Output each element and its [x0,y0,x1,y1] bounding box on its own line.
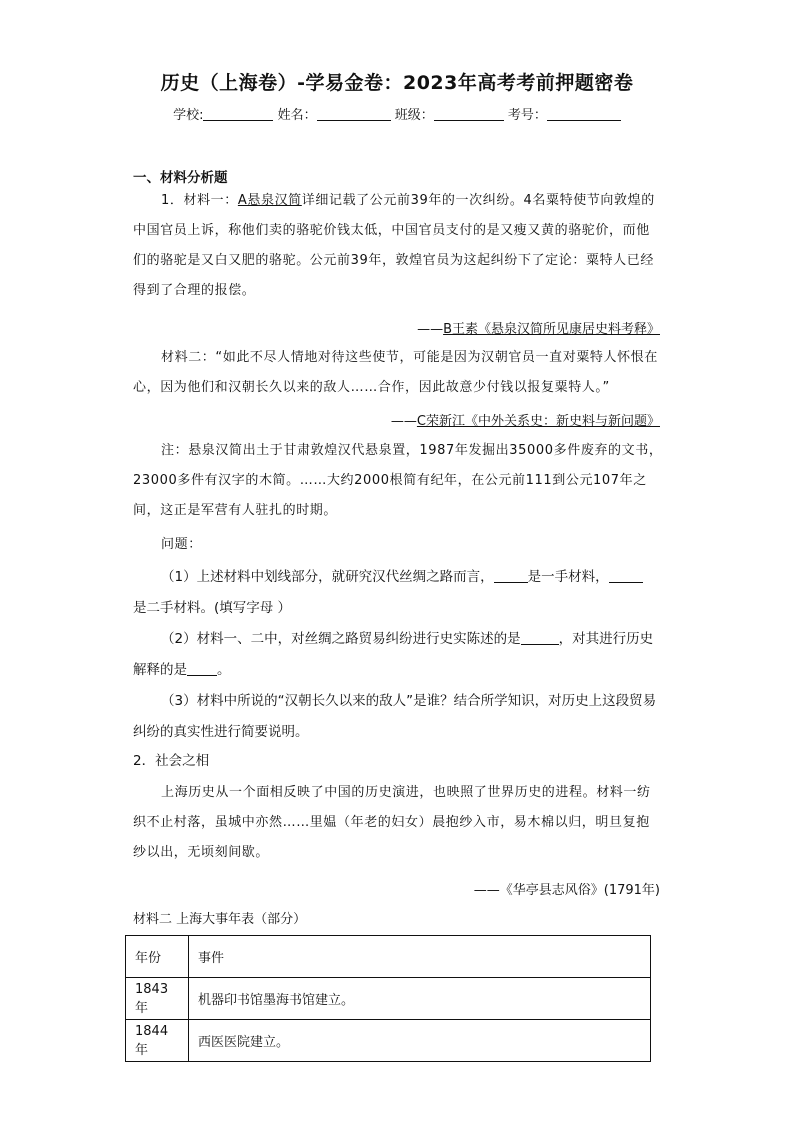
q1-m2-source-title: C荣新江《中外关系史：新史料与新问题》 [416,414,660,429]
q1-m1-text: 详细记载了公元前39年的一次纠纷。4名粟特使节向敦煌的中国官员上诉，称他们卖的骆驼价钱太低，中国官员支付的是又瘦又黄的骆驼价，而他们的骆驼是又白又肥的骆驼。公元前39年，敦煌官员为这起纠纷下了定论：粟特人已经得到了合理的报偿。 [133,193,655,298]
section-heading: 一、材料分析题 [133,170,228,186]
table-cell-event: 机器印书馆墨海书馆建立。 [189,978,651,1020]
exam-no-blank[interactable] [547,108,621,121]
table-cell-year: 1843年 [126,978,189,1020]
class-blank[interactable] [434,108,504,121]
table-cell-event: 西医医院建立。 [189,1020,651,1062]
page-title: 历史（上海卷）-学易金卷：2023年高考考前押题密卷 [160,72,634,94]
q1-sub2-blank-1[interactable] [521,630,559,645]
q1-sub1-blank-2[interactable] [609,568,643,583]
q1-m2-source: ——C荣新江《中外关系史：新史料与新问题》 [390,414,660,429]
q2-heading: 2．社会之相 [133,753,210,769]
q1-sub1-blank-1[interactable] [494,568,528,583]
table-header-row [126,936,651,978]
school-blank[interactable] [203,108,273,121]
q1-material-1 [133,186,663,306]
q1-m1-source: ——B王素《悬泉汉简所见康居史料考释》 [417,322,660,337]
q1-questions-label: 问题： [161,537,202,552]
exam-no-label: 考号： [507,108,547,123]
table-header-year: 年份 [126,936,189,978]
class-label: 班级： [394,108,434,123]
table-cell-year: 1844年 [126,1020,189,1062]
q1-note: 注：悬泉汉简出土于甘肃敦煌汉代悬泉置，1987年发掘出35000多件废弃的文书，23000多件有汉字的木简。……大约2000根简有纪年，在公元前111到公元107年之间，这正是军营有人驻扎的时期。 [133,443,663,518]
q1-sub2-blank-2[interactable] [187,661,217,676]
student-info-line [0,104,794,123]
q2-m1-source: ——《华亭县志风俗》(1791年) [473,883,660,898]
q1-m1-source-title: B王素《悬泉汉简所见康居史料考释》 [443,322,660,337]
table-header-event: 事件 [189,936,651,978]
q1-material-2: 材料二：“如此不尽人情地对待这些使节，可能是因为汉朝官员一直对粟特人怀恨在心，因为他们和汉朝长久以来的敌人……合作，因此故意少付钱以报复粟特人。” [133,350,658,395]
q2-material-1: 上海历史从一个面相反映了中国的历史演进，也映照了世界历史的进程。材料一纺织不止村落，虽城中亦然……里媪（年老的妇女）晨抱纱入市，易木棉以归，明旦复抱纱以出，无顷刻间歇。 [133,785,651,860]
school-label: 学校: [173,108,204,123]
q1-sub-2: （2）材料一、二中，对丝绸之路贸易纠纷进行史实陈述的是 ，对其进行历史解释的是 。 [133,631,654,678]
q1-m1-prefix: 1．材料一： [161,193,238,208]
table-row [126,1020,651,1062]
q1-m1-underlined: A悬泉汉简 [237,193,302,208]
q1-sub-1: （1）上述材料中划线部分，就研究汉代丝绸之路而言， 是一手材料， 是二手材料。(填写字母 ） [133,562,663,624]
events-table [125,935,651,1062]
table-row [126,978,651,1020]
name-blank[interactable] [317,108,391,121]
name-label: 姓名： [277,108,317,123]
q2-m2-label: 材料二 上海大事年表（部分） [133,912,307,927]
q1-sub-3: （3）材料中所说的“汉朝长久以来的敌人”是谁？结合所学知识，对历史上这段贸易纠纷的真实性进行简要说明。 [133,693,657,740]
